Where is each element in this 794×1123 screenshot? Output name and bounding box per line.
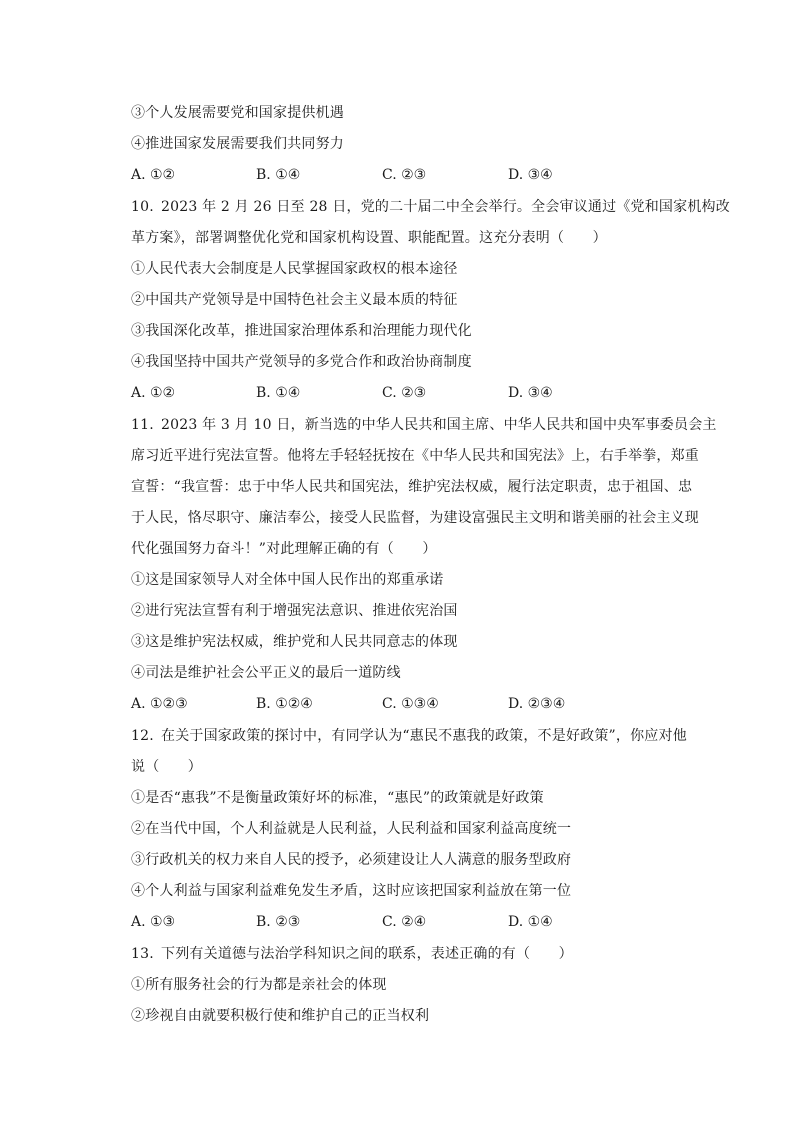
q11-options <box>131 694 691 714</box>
q12-stem-line-1 <box>131 726 701 746</box>
q11-item-2: ②进行宪法宣誓有利于增强宪法意识、推进依宪治国 <box>131 603 458 619</box>
q11-stem-line-4: 于人民，恪尽职守、廉洁奉公，接受人民监督，为建设富强民主文明和谐美丽的社会主义现 <box>131 510 699 526</box>
q12-item-2: ②在当代中国，个人利益就是人民利益，人民利益和国家利益高度统一 <box>131 821 572 837</box>
q12-item-3: ③行政机关的权力来自人民的授予，必须建设让人人满意的服务型政府 <box>131 852 572 868</box>
q11-stem-line-1 <box>131 415 717 435</box>
q13-stem-line-1 <box>131 944 701 964</box>
q10-number: 10. <box>131 199 154 215</box>
q10-option-d[interactable]: D. ③④ <box>508 385 553 401</box>
q9-option-a[interactable]: A. ①② <box>131 167 176 183</box>
q12-option-c[interactable]: C. ②④ <box>382 914 427 930</box>
q10-option-c[interactable]: C. ②③ <box>382 385 427 401</box>
q12-option-b[interactable]: B. ②③ <box>256 914 301 930</box>
q13-item-2: ②珍视自由就要积极行使和维护自己的正当权利 <box>131 1008 430 1024</box>
q13-item-1: ①所有服务社会的行为都是亲社会的体现 <box>131 977 387 993</box>
q12-options <box>131 912 691 932</box>
q12-option-d[interactable]: D. ①④ <box>508 914 553 930</box>
q10-item-3: ③我国深化改革，推进国家治理体系和治理能力现代化 <box>131 323 472 339</box>
q11-option-c[interactable]: C. ①③④ <box>382 696 439 712</box>
q12-stem-line-2: 说（ ） <box>131 759 202 775</box>
q10-item-4: ④我国坚持中国共产党领导的多党合作和政治协商制度 <box>131 354 472 370</box>
q11-stem-line-3: 宣誓：“我宣誓：忠于中华人民共和国宪法，维护宪法权威，履行法定职责，忠于祖国、忠 <box>131 479 693 495</box>
q10-stem-text-1: 2023 年 2 月 26 日至 28 日，党的二十届二中全会举行。全会审议通过《党和国家机构改 <box>161 199 730 215</box>
q10-stem-line-2: 革方案》，部署调整优化党和国家机构设置、职能配置。这充分表明（ ） <box>131 230 607 246</box>
q10-stem-line-1 <box>131 197 730 217</box>
q12-item-1: ①是否“惠我”不是衡量政策好坏的标准，“惠民”的政策就是好政策 <box>131 790 544 806</box>
q11-option-a[interactable]: A. ①②③ <box>131 696 188 712</box>
q11-stem-line-2: 席习近平进行宪法宣誓。他将左手轻轻抚按在《中华人民共和国宪法》上，右手举拳，郑重 <box>131 448 699 464</box>
q12-item-4: ④个人利益与国家利益难免发生矛盾，这时应该把国家利益放在第一位 <box>131 883 572 899</box>
q10-item-1: ①人民代表大会制度是人民掌握国家政权的根本途径 <box>131 261 458 277</box>
q9-options <box>131 165 691 185</box>
q9-option-d[interactable]: D. ③④ <box>508 167 553 183</box>
q13-stem-text-1: 下列有关道德与法治学科知识之间的联系，表述正确的有（ ） <box>161 946 573 962</box>
q11-item-3: ③这是维护宪法权威，维护党和人民共同意志的体现 <box>131 634 458 650</box>
q12-number: 12. <box>131 728 154 744</box>
q11-stem-text-1: 2023 年 3 月 10 日，新当选的中华人民共和国主席、中华人民共和国中央军事委员会主 <box>161 417 717 433</box>
q11-item-4: ④司法是维护社会公平正义的最后一道防线 <box>131 665 401 681</box>
q11-option-d[interactable]: D. ②③④ <box>508 696 566 712</box>
q11-stem-line-5: 代化强国努力奋斗！”对此理解正确的有（ ） <box>131 541 437 557</box>
q9-item-3: ③个人发展需要党和国家提供机遇 <box>131 105 344 121</box>
q9-option-b[interactable]: B. ①④ <box>256 167 301 183</box>
q11-number: 11. <box>131 417 154 433</box>
q9-option-c[interactable]: C. ②③ <box>382 167 427 183</box>
q12-stem-text-1: 在关于国家政策的探讨中，有同学认为“惠民不惠我的政策，不是好政策”，你应对他 <box>161 728 687 744</box>
q9-item-4: ④推进国家发展需要我们共同努力 <box>131 136 344 152</box>
q11-item-1: ①这是国家领导人对全体中国人民作出的郑重承诺 <box>131 572 444 588</box>
q10-option-b[interactable]: B. ①④ <box>256 385 301 401</box>
q10-option-a[interactable]: A. ①② <box>131 385 176 401</box>
q12-option-a[interactable]: A. ①③ <box>131 914 176 930</box>
q10-options <box>131 383 691 403</box>
q13-number: 13. <box>131 946 154 962</box>
q11-option-b[interactable]: B. ①②④ <box>256 696 313 712</box>
q10-item-2: ②中国共产党领导是中国特色社会主义最本质的特征 <box>131 292 458 308</box>
